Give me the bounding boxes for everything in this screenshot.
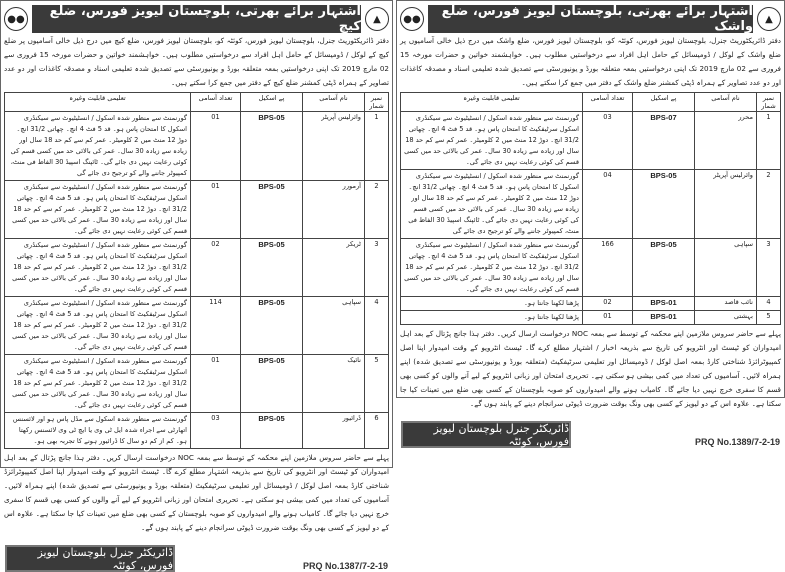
advert-washuk [396,0,785,448]
prq-number: PRQ No.1389/7-2-19 [694,436,780,447]
column-header-scale: پے اسکیل [633,93,695,112]
cell-count: 02 [191,239,241,297]
cell-qual: گورنمنٹ سے منظور شدہ اسکول / انسٹیٹیوٹ سے سیکنڈری اسکول سرٹیفکیٹ کا امتحان پاس ہو۔ قد 5 فٹ 4 انچ۔ چھاتی 31/2 انچ۔ دوڑ 12 منٹ میں 2 کلومیٹر۔ عمر کم سے کم حد 18 سال اور زیادہ سے زیادہ 30 سال۔ عمر کی بالائی حد میں کسی قسم کی کوئی رعایت نہیں دی جائے گی۔ [5,181,191,239]
cell-count: 01 [191,112,241,181]
intro-text: دفتر ڈائریکٹوریٹ جنرل، بلوچستان لیویز فورس، کوئٹہ کو، بلوچستان لیویز فورس، ضلع واشک میں درج ذیل خالی آسامیوں پر ضلع واشک کے لوکل / ڈومیسائل کے حامل اہل افراد سے درخواستیں مطلوب ہیں۔ خواہشمند خواتین و حضرات مورخہ 15 فروری سے 02 مارچ 2019 تک اپنی درخواستیں بمعہ متعلقہ بورڈ و یونیورسٹی سے تصدیق شدہ تعلیمی اسناد و مصدقہ کاغذات اور دو عدد تصاویر کے ہمراہ ڈپٹی کمشنر ضلع واشک کے دفتر میں جمع کرا سکتے ہیں۔ [400,36,781,87]
cell-qual: گورنمنٹ سے منظور شدہ اسکول / انسٹیٹیوٹ سے سیکنڈری اسکول سرٹیفکیٹ کا امتحان پاس ہو۔ قد 5 فٹ 4 انچ۔ چھاتی 31/2 انچ۔ دوڑ 12 منٹ میں 2 کلومیٹر۔ عمر کم سے کم حد 18 سال اور زیادہ سے زیادہ 30 سال۔ عمر کی بالائی حد میں کسی قسم کی کوئی رعایت نہیں دی جائے گی۔ [5,239,191,297]
footer-text: پہلے سے حاضر سروس ملازمین اپنے محکمہ کے توسط سے بمعہ NOC درخواست ارسال کریں۔ دفتر ہذا جانچ پڑتال کے بعد اہل امیدواران کو ٹیسٹ اور انٹرویو کی تاریخ سے بذریعہ اشتہار مطلع کرے گا۔ ٹیسٹ انٹرویو کے وقت امیدوار اپنا اصل کمپیوٹرائزڈ شناختی کارڈ بمعہ اصل لوکل / ڈومیسائل اور تعلیمی سرٹیفکیٹ (متعلقہ بورڈ و یونیورسٹی سے تصدیق شدہ) اپنے ہمراہ لائیں۔ آسامیوں کی تعداد میں کمی بیشی ہو سکتی ہے۔ تحریری امتحان اور زبانی انٹرویو کے لیے آنے والوں کو کسی بھی قسم کا سفری خرچ نہیں دیا جائے گا۔ کامیاب ہونے والے امیدواروں کو صوبہ بلوچستان کے کسی بھی ضلع میں تعینات کیا جا سکتا ہے۔ علاوہ اس کے دو لیویز کے کسی بھی ونگ بوقت ضرورت ڈیوٹی سرانجام دینے کے پابند ہوں گے۔ [4,453,390,532]
table-header-row [401,93,781,112]
column-header-post: نام آسامی [303,93,365,112]
cell-sr: 2 [757,170,781,239]
cell-post: محرر [695,112,757,170]
cell-count: 166 [583,239,633,297]
cell-count: 03 [583,112,633,170]
cell-post: ٹریکر [303,239,365,297]
cell-qual: گورنمنٹ سے منظور شدہ اسکول / انسٹیٹیوٹ سے سیکنڈری اسکول کا امتحان پاس ہو۔ قد 5 فٹ 4 انچ۔ چھاتی 31/2 انچ۔ دوڑ 12 منٹ میں 2 کلومیٹر۔ عمر کم سے کم حد 18 سال اور زیادہ سے زیادہ 30 سال۔ عمر کی بالائی حد میں کسی قسم کی کوئی رعایت نہیں دی جائے گی۔ ٹائپنگ اسپیڈ 30 الفاظ فی منٹ، کمپیوٹر جاننے والے کو ترجیح دی جائے گی [5,112,191,181]
column-header-count: تعداد آسامی [583,93,633,112]
cell-sr: 3 [757,239,781,297]
advert-title: اشتہار برائے بھرتی، بلوچستان لیویز فورس، ضلع واشک [428,5,753,33]
cell-scale: BPS-07 [633,112,695,170]
cell-scale: BPS-01 [633,311,695,325]
cell-sr: 5 [757,311,781,325]
cell-post: نائب قاصد [695,297,757,311]
cell-post: بہشتی [695,311,757,325]
cell-sr: 1 [365,112,389,181]
cell-scale: BPS-05 [241,355,303,413]
cell-qual: پڑھنا لکھنا جانتا ہو۔ [401,311,583,325]
advert-header [4,4,389,34]
column-header-qual: تعلیمی قابلیت وغیرہ [5,93,191,112]
table-row [5,239,389,297]
cell-post: ڈرائیور [303,413,365,449]
advert-header [400,4,781,34]
posts-table [400,92,781,325]
cell-sr: 2 [365,181,389,239]
levies-logo-icon: ●● [4,7,28,31]
cell-qual: گورنمنٹ سے منظور شدہ اسکول / انسٹیٹیوٹ سے سیکنڈری اسکول سرٹیفکیٹ کا امتحان پاس ہو۔ قد 5 فٹ 4 انچ۔ چھاتی 31/2 انچ۔ دوڑ 12 منٹ میں 2 کلومیٹر۔ عمر کم سے کم حد 18 سال اور زیادہ سے زیادہ 30 سال۔ عمر کی بالائی حد میں کسی قسم کی کوئی رعایت نہیں دی جائے گی۔ [401,112,583,170]
cell-scale: BPS-05 [241,239,303,297]
cell-post: سپاہی [303,297,365,355]
cell-sr: 5 [365,355,389,413]
cell-qual: گورنمنٹ سے منظور شدہ اسکول / انسٹیٹیوٹ سے سیکنڈری اسکول سرٹیفکیٹ کا امتحان پاس ہو۔ قد 5 فٹ 4 انچ۔ چھاتی 31/2 انچ۔ دوڑ 12 منٹ میں 2 کلومیٹر۔ عمر کم سے کم حد 18 سال اور زیادہ سے زیادہ 30 سال۔ عمر کی بالائی حد میں کسی قسم کی کوئی رعایت نہیں دی جائے گی۔ [5,355,191,413]
cell-scale: BPS-05 [633,239,695,297]
table-row [5,181,389,239]
cell-scale: BPS-05 [241,112,303,181]
cell-qual: گورنمنٹ سے منظور شدہ اسکول سے مڈل پاس ہو اور لائسنس اتھارٹی سے اجراء شدہ ایل ٹی وی یا ایچ ٹی وی لائسنس رکھتا ہو۔ کم از کم دو سال کا ڈرائیور ہونے کا تجربہ بھی ہو۔ [5,413,191,449]
cell-count: 01 [191,355,241,413]
cell-count: 04 [583,170,633,239]
column-header-sr: نمبر شمار [365,93,389,112]
table-row [401,170,781,239]
balochistan-emblem-icon: ▲ [757,7,781,31]
cell-count: 03 [191,413,241,449]
table-row [5,297,389,355]
cell-sr: 4 [757,297,781,311]
cell-count: 02 [583,297,633,311]
cell-scale: BPS-05 [633,170,695,239]
cell-count: 01 [191,181,241,239]
cell-post: وائرلیس آپریٹر [303,112,365,181]
cell-post: نائیک [303,355,365,413]
cell-sr: 4 [365,297,389,355]
cell-qual: گورنمنٹ سے منظور شدہ اسکول / انسٹیٹیوٹ سے سیکنڈری اسکول کا امتحان پاس ہو۔ قد 5 فٹ 4 انچ۔ چھاتی 31/2 انچ۔ دوڑ 12 منٹ میں 2 کلومیٹر۔ عمر کم سے کم حد 18 سال اور زیادہ سے زیادہ 30 سال۔ عمر کی بالائی حد میں کسی قسم کی کوئی رعایت نہیں دی جائے گی۔ ٹائپنگ اسپیڈ 30 الفاظ فی منٹ، کمپیوٹر جاننے والے کو ترجیح دی جائے گی [401,170,583,239]
posts-table [4,92,389,449]
column-header-count: تعداد آسامی [191,93,241,112]
table-row [401,112,781,170]
table-row [5,413,389,449]
footer-text: پہلے سے حاضر سروس ملازمین اپنے محکمہ کے توسط سے بمعہ NOC درخواست ارسال کریں۔ دفتر ہذا جانچ پڑتال کے بعد اہل امیدواران کو ٹیسٹ اور انٹرویو کی تاریخ سے بذریعہ اخبار / اشتہار مطلع کرے گا۔ ٹیسٹ انٹرویو کے وقت امیدوار اپنا اصل کمپیوٹرائزڈ شناختی کارڈ بمعہ اصل لوکل / ڈومیسائل اور تعلیمی سرٹیفکیٹ (متعلقہ بورڈ و یونیورسٹی سے تصدیق شدہ) اپنے ہمراہ لائیں۔ آسامیوں کی تعداد میں کمی بیشی ہو سکتی ہے۔ تحریری امتحان اور زبانی انٹرویو کے لیے آنے والوں کو کسی بھی قسم کا سفری خرچ نہیں دیا جائے گا۔ کامیاب ہونے والے امیدواروں کو صوبہ بلوچستان کے کسی بھی ضلع میں تعینات کیا جا سکتا ہے۔ علاوہ اس کے دو لیویز کے کسی بھی ونگ بوقت ضرورت ڈیوٹی سرانجام دینے کے پابند ہوں گے۔ [400,329,782,408]
cell-qual: گورنمنٹ سے منظور شدہ اسکول / انسٹیٹیوٹ سے سیکنڈری اسکول سرٹیفکیٹ کا امتحان پاس ہو۔ قد 5 فٹ 4 انچ۔ چھاتی 31/2 انچ۔ دوڑ 12 منٹ میں 2 کلومیٹر۔ عمر کم سے کم حد 18 سال اور زیادہ سے زیادہ 30 سال۔ عمر کی بالائی حد میں کسی قسم کی کوئی رعایت نہیں دی جائے گی۔ [5,297,191,355]
cell-scale: BPS-05 [241,297,303,355]
director-general-box: ڈائریکٹر جنرل بلوچستان لیویز فورس، کوئٹہ [5,545,175,572]
cell-scale: BPS-05 [241,181,303,239]
cell-count: 01 [583,311,633,325]
column-header-scale: پے اسکیل [241,93,303,112]
table-row [5,112,389,181]
prq-number: PRQ No.1387/7-2-19 [302,560,388,571]
table-row [401,311,781,325]
cell-scale: BPS-05 [241,413,303,449]
column-header-sr: نمبر شمار [757,93,781,112]
table-row [5,355,389,413]
levies-logo-icon: ●● [400,7,424,31]
cell-sr: 6 [365,413,389,449]
advert-title: اشتہار برائے بھرتی، بلوچستان لیویز فورس، ضلع کیچ [32,5,361,33]
cell-post: آرمورر [303,181,365,239]
cell-qual: گورنمنٹ سے منظور شدہ اسکول / انسٹیٹیوٹ سے سیکنڈری اسکول سرٹیفکیٹ کا امتحان پاس ہو۔ قد 5 فٹ 4 انچ۔ چھاتی 31/2 انچ۔ دوڑ 12 منٹ میں 2 کلومیٹر۔ عمر کم سے کم حد 18 سال اور زیادہ سے زیادہ 30 سال۔ عمر کی بالائی حد میں کسی قسم کی کوئی رعایت نہیں دی جائے گی۔ [401,239,583,297]
table-row [401,297,781,311]
cell-sr: 1 [757,112,781,170]
column-header-post: نام آسامی [695,93,757,112]
table-header-row [5,93,389,112]
cell-post: وائرلیس آپریٹر [695,170,757,239]
intro-text: دفتر ڈائریکٹوریٹ جنرل، بلوچستان لیویز فورس، کوئٹہ کو، بلوچستان لیویز فورس، ضلع کیچ میں درج ذیل خالی آسامیوں پر ضلع کیچ کے لوکل / ڈومیسائل کے حامل اہل افراد سے درخواستیں مطلوب ہیں۔ خواہشمند خواتین و حضرات مورخہ 15 فروری سے 02 مارچ 2019 تک اپنی درخواستیں بمعہ متعلقہ بورڈ و یونیورسٹی سے تصدیق شدہ تعلیمی اسناد و مصدقہ کاغذات اور دو عدد تصاویر کے ہمراہ ڈپٹی کمشنر ضلع کیچ کے دفتر میں جمع کرا سکتے ہیں۔ [4,36,389,87]
table-row [401,239,781,297]
cell-post: سپاہی [695,239,757,297]
balochistan-emblem-icon: ▲ [365,7,389,31]
cell-sr: 3 [365,239,389,297]
cell-qual: پڑھنا لکھنا جانتا ہو۔ [401,297,583,311]
cell-count: 114 [191,297,241,355]
column-header-qual: تعلیمی قابلیت وغیرہ [401,93,583,112]
director-general-box: ڈائریکٹر جنرل بلوچستان لیویز فورس، کوئٹہ [401,421,571,448]
cell-scale: BPS-01 [633,297,695,311]
